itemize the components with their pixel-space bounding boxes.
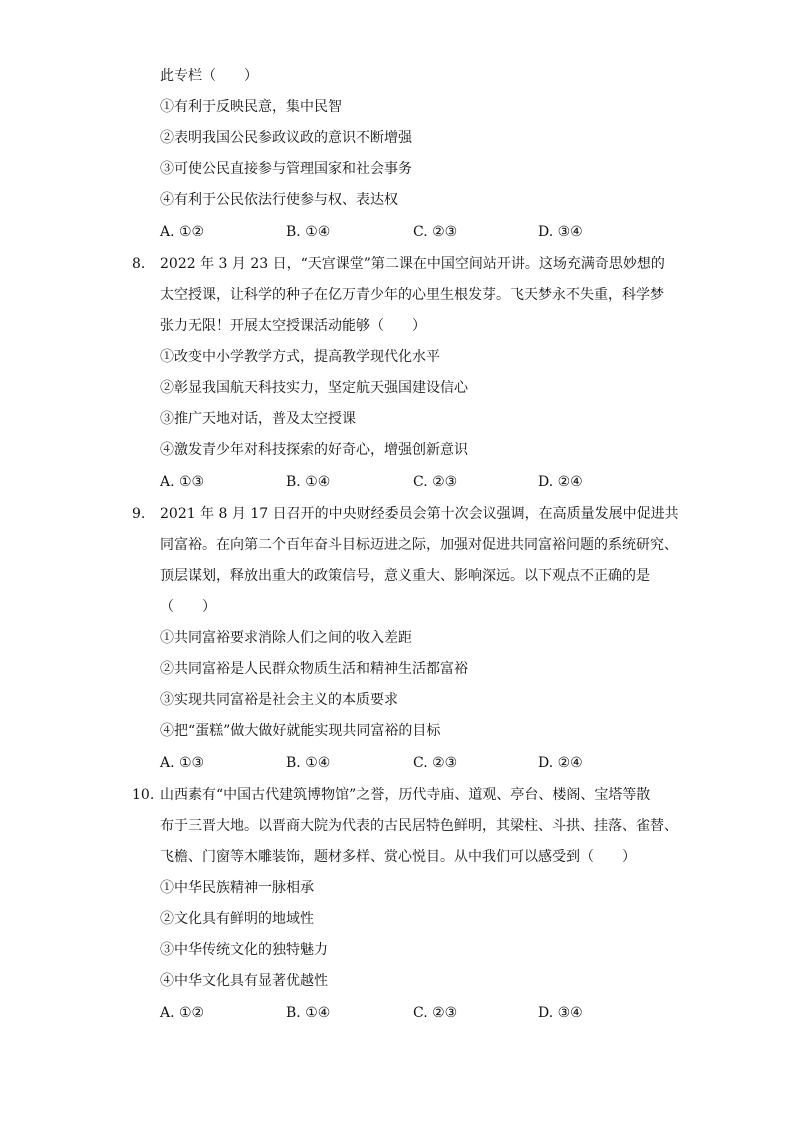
q8-number: 8. — [132, 256, 146, 272]
q8-options — [160, 472, 600, 492]
q10-stem-line-3: 飞檐、门窗等木雕装饰，题材多样、赏心悦目。从中我们可以感受到（ ） — [160, 849, 636, 865]
q9-option-d[interactable]: D. ②④ — [538, 755, 583, 771]
q9-option-b[interactable]: B. ①④ — [286, 755, 331, 771]
q9-stem-line-3: 顶层谋划，释放出重大的政策信号，意义重大、影响深远。以下观点不正确的是 — [160, 568, 650, 584]
q9-statement-1: ①共同富裕要求消除人们之间的收入差距 — [160, 630, 412, 646]
q10-statement-4: ④中华文化具有显著优越性 — [160, 973, 328, 989]
q8-option-a[interactable]: A. ①③ — [160, 474, 205, 490]
q10-option-d[interactable]: D. ③④ — [538, 1005, 583, 1021]
q10-option-b[interactable]: B. ①④ — [286, 1005, 331, 1021]
q10-statement-3: ③中华传统文化的独特魅力 — [160, 942, 328, 958]
q7-statement-3: ③可使公民直接参与管理国家和社会事务 — [160, 161, 412, 177]
q9-stem-line-1: 2021 年 8 月 17 日召开的中央财经委员会第十次会议强调，在高质量发展中促进共 — [160, 506, 679, 522]
q7-stem-tail: 此专栏（ ） — [160, 68, 258, 84]
q10-statement-1: ①中华民族精神一脉相承 — [160, 880, 314, 896]
q7-option-a[interactable]: A. ①② — [160, 224, 205, 240]
q8-stem-line-2: 太空授课，让科学的种子在亿万青少年的心里生根发芽。飞天梦永不失重，科学梦 — [160, 287, 664, 303]
q10-option-c[interactable]: C. ②③ — [413, 1005, 458, 1021]
q10-stem-line-1: 山西素有“中国古代建筑博物馆”之誉，历代寺庙、道观、亭台、楼阁、宝塔等散 — [160, 787, 651, 803]
q9-stem-line-2: 同富裕。在向第二个百年奋斗目标迈进之际，加强对促进共同富裕问题的系统研究、 — [160, 537, 678, 553]
q10-stem-line-2: 布于三晋大地。以晋商大院为代表的古民居特色鲜明，其梁柱、斗拱、挂落、雀替、 — [160, 818, 678, 834]
q8-statement-2: ②彰显我国航天科技实力，坚定航天强国建设信心 — [160, 380, 468, 396]
q10-options — [160, 1003, 600, 1023]
q8-option-d[interactable]: D. ②④ — [538, 474, 583, 490]
q8-stem-line-1: 2022 年 3 月 23 日，“天宫课堂”第二课在中国空间站开讲。这场充满奇思妙想的 — [160, 256, 665, 272]
q7-option-c[interactable]: C. ②③ — [413, 224, 458, 240]
q7-statement-2: ②表明我国公民参政议政的意识不断增强 — [160, 130, 412, 146]
q7-statement-1: ①有利于反映民意，集中民智 — [160, 99, 342, 115]
q7-option-b[interactable]: B. ①④ — [286, 224, 331, 240]
q10-number: 10. — [132, 787, 155, 803]
q10-statement-2: ②文化具有鲜明的地域性 — [160, 911, 314, 927]
q8-stem-line-3: 张力无限！开展太空授课活动能够（ ） — [160, 318, 426, 334]
q9-option-c[interactable]: C. ②③ — [413, 755, 458, 771]
q8-statement-4: ④激发青少年对科技探索的好奇心，增强创新意识 — [160, 442, 468, 458]
q9-stem-line-4: （ ） — [160, 599, 216, 615]
q9-statement-2: ②共同富裕是人民群众物质生活和精神生活都富裕 — [160, 661, 468, 677]
q8-option-b[interactable]: B. ①④ — [286, 474, 331, 490]
q9-statement-3: ③实现共同富裕是社会主义的本质要求 — [160, 692, 398, 708]
q8-statement-1: ①改变中小学教学方式，提高教学现代化水平 — [160, 349, 440, 365]
q7-statement-4: ④有利于公民依法行使参与权、表达权 — [160, 192, 398, 208]
q9-option-a[interactable]: A. ①③ — [160, 755, 205, 771]
q7-options — [160, 222, 600, 242]
q9-number: 9. — [132, 506, 146, 522]
q10-option-a[interactable]: A. ①② — [160, 1005, 205, 1021]
q9-options — [160, 753, 600, 773]
q7-option-d[interactable]: D. ③④ — [538, 224, 583, 240]
q8-statement-3: ③推广天地对话，普及太空授课 — [160, 411, 356, 427]
q9-statement-4: ④把“蛋糕”做大做好就能实现共同富裕的目标 — [160, 723, 441, 739]
q8-option-c[interactable]: C. ②③ — [413, 474, 458, 490]
